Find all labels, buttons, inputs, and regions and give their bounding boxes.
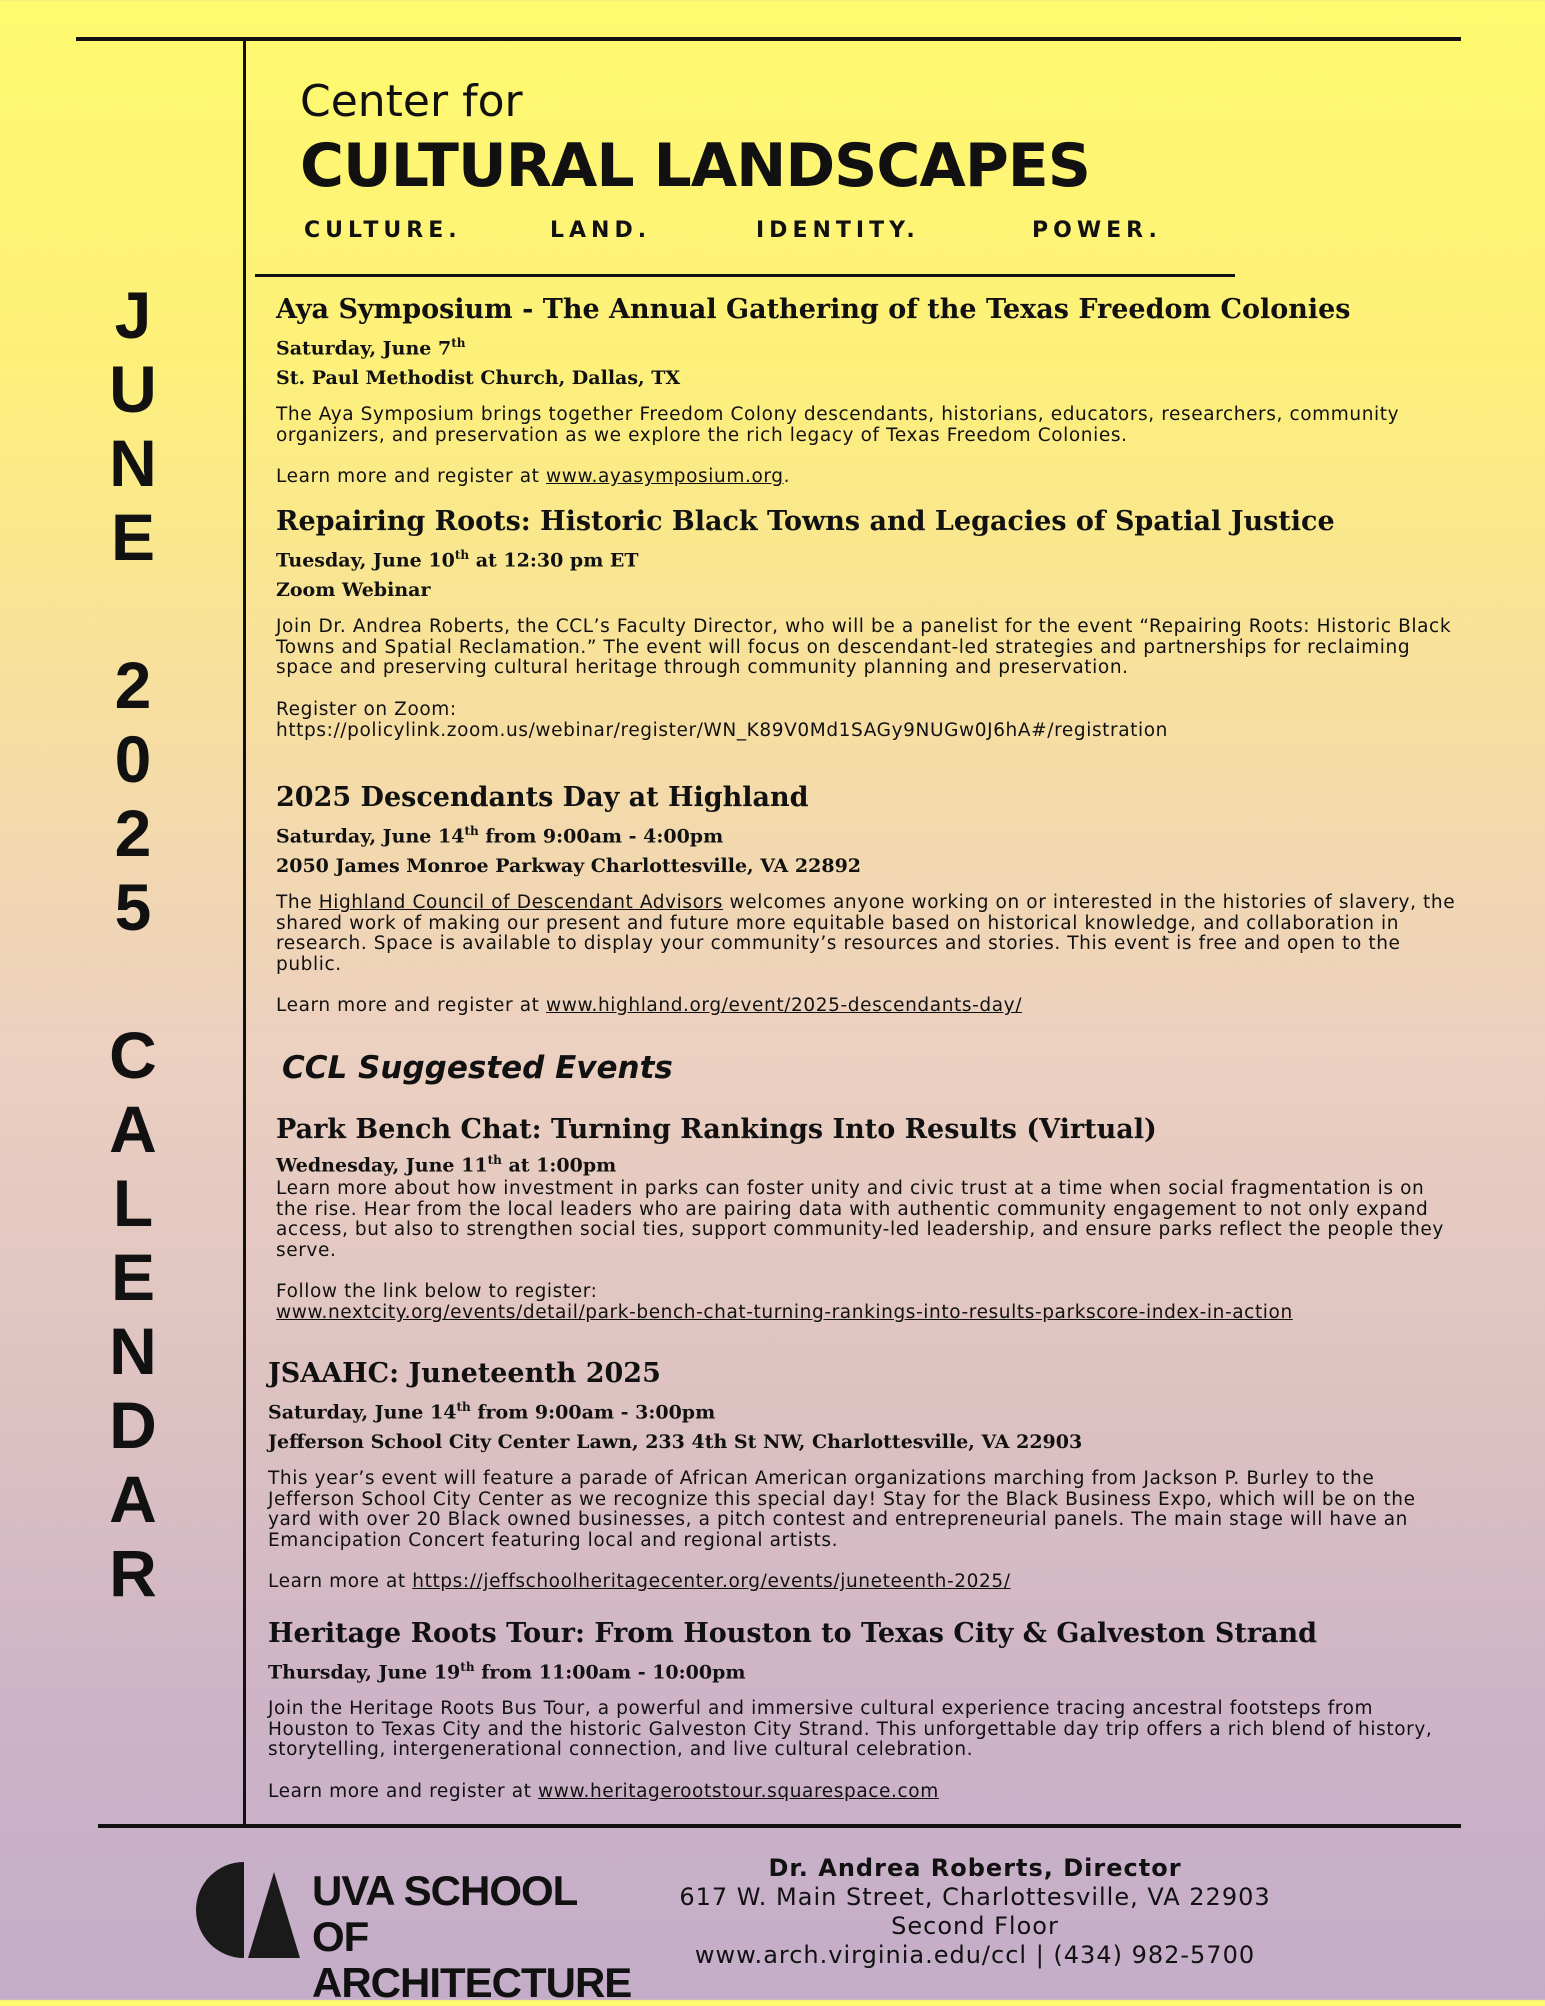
event-title: Heritage Roots Tour: From Houston to Texas City & Galveston Strand [268, 1618, 1318, 1649]
event-description: Join the Heritage Roots Bus Tour, a powerful and immersive cultural experience tracing ancestral footsteps from Houston to Texas City and the historic Galveston City Strand. This unforgettable day trip offers a rich blend of history, storytelling, intergenerational connection, and live cultural celebration. [268, 1698, 1433, 1761]
event-location: St. Paul Methodist Church, Dallas, TX [276, 367, 681, 390]
event-link[interactable]: https://policylink.zoom.us/webinar/register/WN_K89V0Md1SAGy9NUGw0J6hA#/registration [276, 719, 1169, 741]
letter: D [109, 1388, 157, 1462]
event-description: The Aya Symposium brings together Freedom Colony descendants, historians, educators, researchers, community organizers, and preservation as we explore the rich legacy of Texas Freedom Colonies. [276, 404, 1400, 446]
event-location: Zoom Webinar [276, 579, 431, 602]
web-phone: www.arch.virginia.edu/ccl | (434) 982-5700 [694, 1941, 1256, 1969]
letter: L [112, 1166, 154, 1240]
tagline-word: CULTURE. [304, 218, 462, 243]
event-heritage-roots [268, 1616, 1448, 1802]
letter: E [110, 500, 156, 574]
event-register: Follow the link below to register: www.nextcity.org/events/detail/park-bench-chat-turning-rankings-into-results-parkscore-index-in-action [276, 1281, 1293, 1324]
event-date: Saturday, June 14th from 9:00am - 3:00pm [268, 1400, 716, 1424]
event-title: Aya Symposium - The Annual Gathering of the Texas Freedom Colonies [276, 294, 1351, 325]
tagline-word: IDENTITY. [756, 218, 920, 243]
council-link[interactable]: Highland Council of Descendant Advisors [318, 892, 724, 914]
event-register: Learn more and register at www.ayasymposium.org. [276, 466, 791, 488]
event-register: Learn more and register at www.highland.org/event/2025-descendants-day/ [276, 995, 1023, 1017]
event-date: Saturday, June 7th [276, 336, 466, 360]
event-location: Jefferson School City Center Lawn, 233 4th St NW, Charlottesville, VA 22903 [268, 1431, 1083, 1454]
digit: 2 [114, 796, 152, 870]
page-header [300, 72, 1090, 200]
event-descendants-day [276, 780, 1456, 1016]
event-link[interactable]: www.heritagerootstour.squarespace.com [537, 1780, 939, 1802]
event-link[interactable]: https://jeffschoolheritagecenter.org/events/juneteenth-2025/ [412, 1571, 1011, 1593]
logo-text: UVA SCHOOL OF ARCHITECTURE [312, 1867, 632, 2006]
letter: U [109, 352, 157, 426]
event-aya-symposium [276, 292, 1456, 487]
suggested-heading: CCL Suggested Events [282, 1050, 673, 1086]
event-date: Tuesday, June 10th at 12:30 pm ET [276, 548, 639, 572]
sidebar-divider [243, 41, 246, 1825]
event-register: Learn more at https://jeffschoolheritagecenter.org/events/juneteenth-2025/ [268, 1571, 1011, 1593]
letter: A [109, 1462, 157, 1536]
event-location: 2050 James Monroe Parkway Charlottesville, VA 22892 [276, 855, 862, 878]
event-park-bench-chat [276, 1112, 1456, 1323]
letter: J [114, 278, 152, 352]
top-rule [76, 37, 1461, 41]
footer-rule [98, 1824, 1461, 1828]
digit: 0 [114, 722, 152, 796]
digit: 2 [114, 648, 152, 722]
letter: N [109, 1314, 157, 1388]
event-link[interactable]: www.highland.org/event/2025-descendants-day/ [545, 995, 1023, 1017]
event-date: Saturday, June 14th from 9:00am - 4:00pm [276, 824, 724, 848]
director-name: Dr. Andrea Roberts, Director [768, 1854, 1182, 1882]
letter: C [109, 1018, 157, 1092]
event-link[interactable]: www.nextcity.org/events/detail/park-bench-chat-turning-rankings-into-results-parkscore-index-in-action [276, 1302, 1293, 1324]
event-register: Learn more and register at www.heritagerootstour.squarespace.com [268, 1780, 939, 1802]
address-line: Second Floor [891, 1912, 1059, 1940]
tagline-word: POWER. [1032, 218, 1162, 243]
page-title: CULTURAL LANDSCAPES [300, 131, 1091, 201]
letter: E [110, 1240, 156, 1314]
letter: R [109, 1536, 157, 1610]
event-link[interactable]: www.ayasymposium.org [545, 466, 784, 488]
event-repairing-roots [276, 504, 1456, 741]
event-date: Wednesday, June 11th at 1:00pm [276, 1153, 617, 1177]
contact-block [660, 1854, 1290, 1970]
center-for-label: Center for [300, 76, 523, 127]
event-date: Thursday, June 19th from 11:00am - 10:00pm [268, 1660, 746, 1684]
letter: A [109, 1092, 157, 1166]
event-juneteenth [268, 1356, 1448, 1592]
event-description: The Highland Council of Descendant Advisors welcomes anyone working on or interested in the histories of slavery, the shared work of making our present and future more equitable based on historical knowledge, and collaboration in research. Space is available to display your community’s resources and stories. This event is free and open to the public. [276, 892, 1456, 975]
uva-logo-icon [196, 1858, 306, 1968]
digit: 5 [114, 870, 152, 944]
event-description: This year’s event will feature a parade of African American organizations marching from Jackson P. Burley to the Jefferson School City Center as we recognize this special day! Stay for the Black Business Expo, which will be on the yard with over 20 Black owned businesses, a pitch contest and entrepreneurial panels. The main stage will have an Emancipation Concert featuring local and regional artists. [268, 1468, 1416, 1551]
letter: N [109, 426, 157, 500]
event-title: 2025 Descendants Day at Highland [276, 782, 809, 813]
uva-architecture-logo [196, 1858, 632, 2006]
event-title: Repairing Roots: Historic Black Towns and Legacies of Spatial Justice [276, 506, 1335, 537]
event-register: Register on Zoom: https://policylink.zoom.us/webinar/register/WN_K89V0Md1SAGy9NUGw0J6hA#/registration [276, 699, 1456, 741]
event-description: Join Dr. Andrea Roberts, the CCL’s Faculty Director, who will be a panelist for the event “Repairing Roots: Historic Black Towns and Spatial Reclamation.” The event will focus on descendant-led strategies and partnerships for reclaiming space and preserving cultural heritage through community planning and preservation. [276, 616, 1452, 679]
event-title: Park Bench Chat: Turning Rankings Into Results (Virtual) [276, 1114, 1157, 1145]
address-line: 617 W. Main Street, Charlottesville, VA 22903 [679, 1883, 1271, 1911]
header-rule [255, 274, 1235, 277]
event-description: Learn more about how investment in parks can foster unity and civic trust at a time when social fragmentation is on the rise. Hear from the local leaders who are pairing data with authentic community engagement to not only expand access, but also to strengthen social ties, support community-led leadership, and ensure parks reflect the people they serve. [276, 1178, 1444, 1261]
vertical-calendar-title [100, 278, 166, 1610]
event-title: JSAAHC: Juneteenth 2025 [268, 1358, 661, 1389]
tagline-word: LAND. [550, 218, 652, 243]
